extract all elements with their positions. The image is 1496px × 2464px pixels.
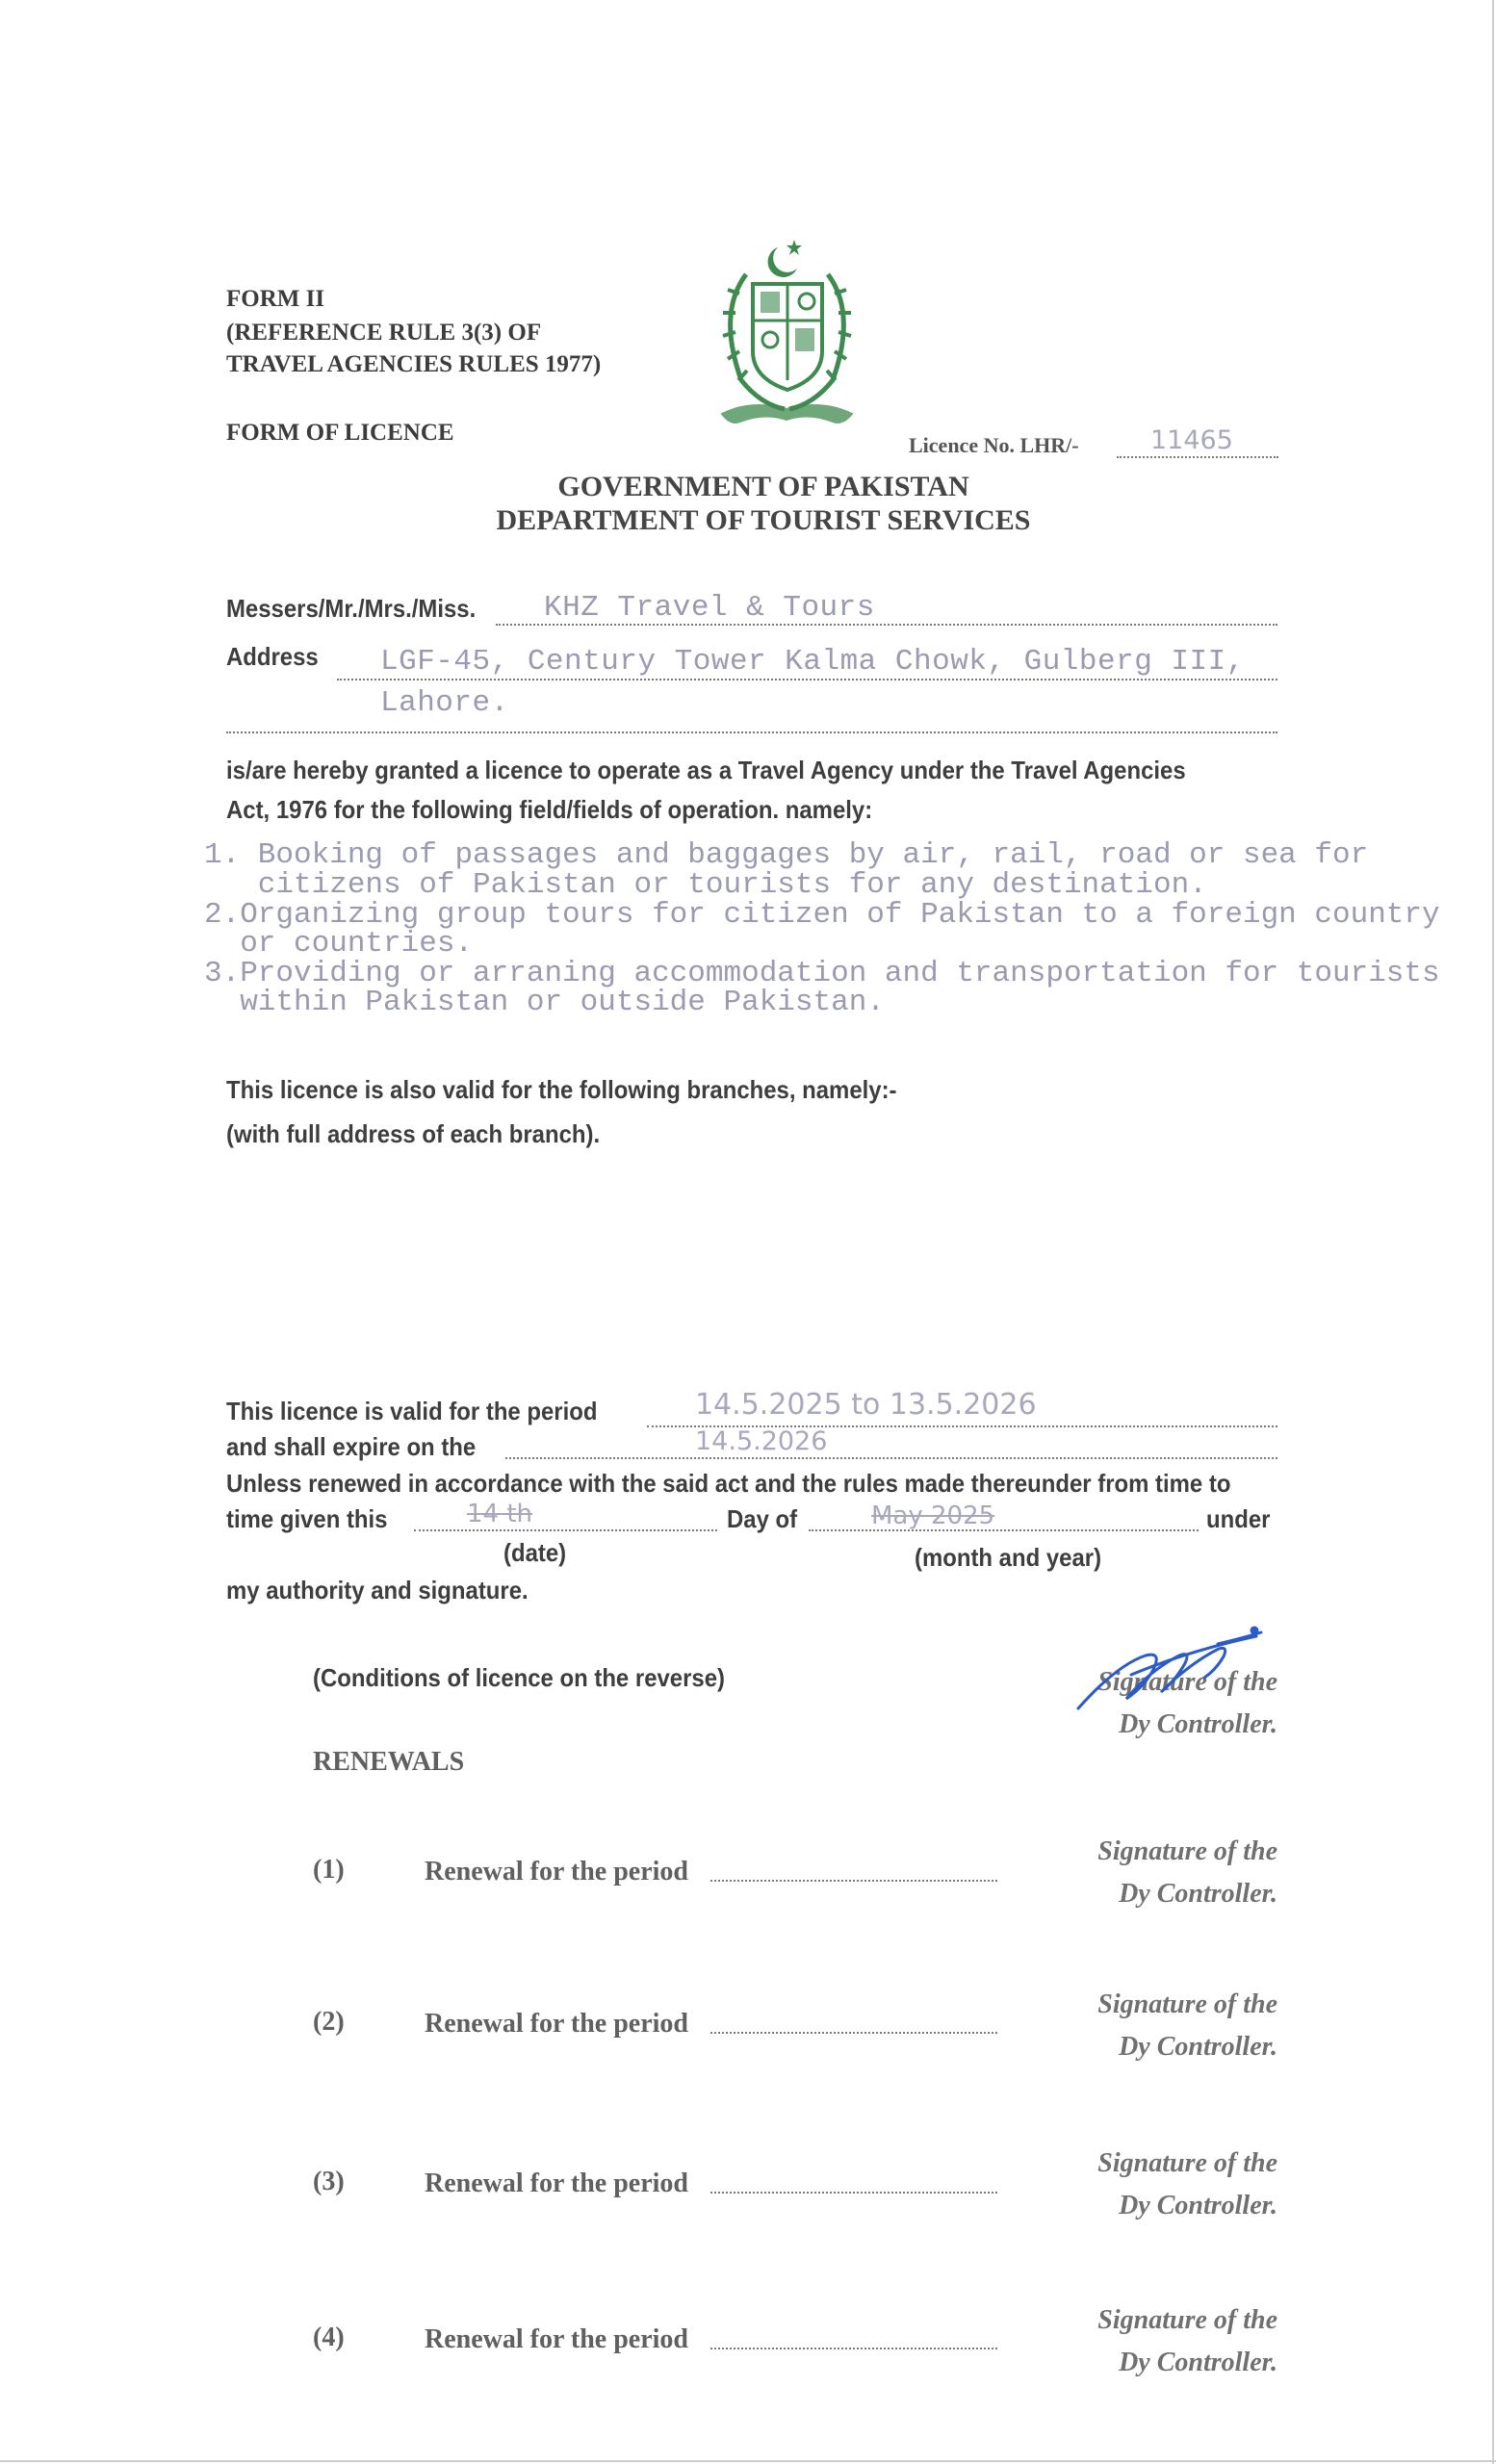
pakistan-emblem-icon [703,236,871,438]
dept-title: DEPARTMENT OF TOURIST SERVICES [496,504,1031,536]
renewal-1-signature [1001,1831,1277,1915]
period-value: 14.5.2025 to 13.5.2026 [695,1388,1037,1422]
address-label: Address [226,642,319,671]
renewal-4-line [710,2348,997,2349]
licence-number-line [1117,456,1278,458]
renewal-3-label: Renewal for the period [425,2169,688,2198]
renewal-3-number: (3) [313,2167,345,2196]
renewals-heading: RENEWALS [313,1747,465,1777]
field-1b: citizens of Pakistan or tourists for any destination. [204,868,1207,902]
given-day-line [414,1529,717,1531]
handwritten-signature [1073,1617,1280,1713]
renewal-2-sig-line-1: Signature of the [1097,1989,1277,2019]
address-line2: Lahore. [380,686,509,720]
scan-border-bottom [0,2460,1496,2462]
name-label: Messers/Mr./Mrs./Miss. [226,594,477,623]
address-line1: LGF-45, Century Tower Kalma Chowk, Gulberg III, [380,645,1245,679]
field-2a: 2.Organizing group tours for citizen of Pakistan to a foreign country [204,898,1440,932]
renewal-1-number: (1) [313,1855,345,1885]
given-label: time given this [226,1504,388,1533]
signature-line-2: Dy Controller. [1119,1709,1277,1739]
renewal-3-signature [1001,2143,1277,2227]
grant-line-2: Act, 1976 for the following field/fields of operation. namely: [226,795,873,824]
expire-line [505,1457,1277,1459]
month-caption: (month and year) [915,1543,1102,1572]
renewal-4-number: (4) [313,2323,345,2352]
renewal-3-sig-line-1: Signature of the [1097,2148,1277,2178]
field-3b: within Pakistan or outside Pakistan. [204,986,885,1019]
branches-line-2: (with full address of each branch). [226,1119,601,1148]
licence-label: Licence No. LHR/- [909,433,1079,457]
rules-name: TRAVEL AGENCIES RULES 1977) [226,351,602,377]
period-label: This licence is valid for the period [226,1397,598,1425]
renewal-2-label: Renewal for the period [425,2009,688,2039]
renewal-2-sig-line-2: Dy Controller. [1119,2032,1277,2062]
expire-label: and shall expire on the [226,1432,477,1461]
gov-title: GOVERNMENT OF PAKISTAN [557,471,969,502]
form-number: FORM II [226,286,325,312]
given-month: May 2025 [871,1502,995,1530]
renewal-4-sig-line-1: Signature of the [1097,2305,1277,2335]
renewal-3-line [710,2192,997,2194]
date-caption: (date) [503,1538,567,1567]
renewal-1-line [710,1880,997,1882]
renewal-1-sig-line-1: Signature of the [1097,1836,1277,1866]
under-label: under [1206,1504,1271,1533]
form-title: FORM OF LICENCE [226,420,454,446]
renewal-4-label: Renewal for the period [425,2324,688,2354]
scan-border-right [1492,0,1494,2464]
field-1a: 1. Booking of passages and baggages by air, rail, road or sea for [204,838,1369,872]
field-2b: or countries. [204,927,474,961]
conditions-note: (Conditions of licence on the reverse) [313,1663,725,1692]
renewal-2-line [710,2032,997,2034]
renewal-4-sig-line-2: Dy Controller. [1119,2348,1277,2377]
renewal-4-signature [1001,2299,1277,2384]
authority-text: my authority and signature. [226,1576,529,1604]
licence-number: 11465 [1150,425,1233,455]
renewal-2-number: (2) [313,2007,345,2037]
renew-text: Unless renewed in accordance with the said act and the rules made thereunder from time to [226,1469,1231,1498]
given-month-line [809,1529,1199,1531]
grant-line-1: is/are hereby granted a licence to operate as a Travel Agency under the Travel Agencies [226,756,1186,784]
field-3a: 3.Providing or arraning accommodation and transportation for tourists [204,957,1440,990]
branches-line-1: This licence is also valid for the following branches, namely:- [226,1075,897,1104]
renewal-2-signature [1001,1984,1277,2068]
signature-line-1: Signature of the [1097,1667,1277,1697]
expire-value: 14.5.2026 [695,1426,828,1456]
renewal-3-sig-line-2: Dy Controller. [1119,2191,1277,2220]
renewal-1-label: Renewal for the period [425,1857,688,1886]
given-day: 14 th [467,1500,533,1528]
holder-name: KHZ Travel & Tours [544,591,875,625]
renewal-1-sig-line-2: Dy Controller. [1119,1879,1277,1909]
day-of-label: Day of [727,1504,798,1533]
address-line-1 [337,679,1277,680]
address-line-2 [226,732,1277,733]
reference-rule: (REFERENCE RULE 3(3) OF [226,320,542,346]
